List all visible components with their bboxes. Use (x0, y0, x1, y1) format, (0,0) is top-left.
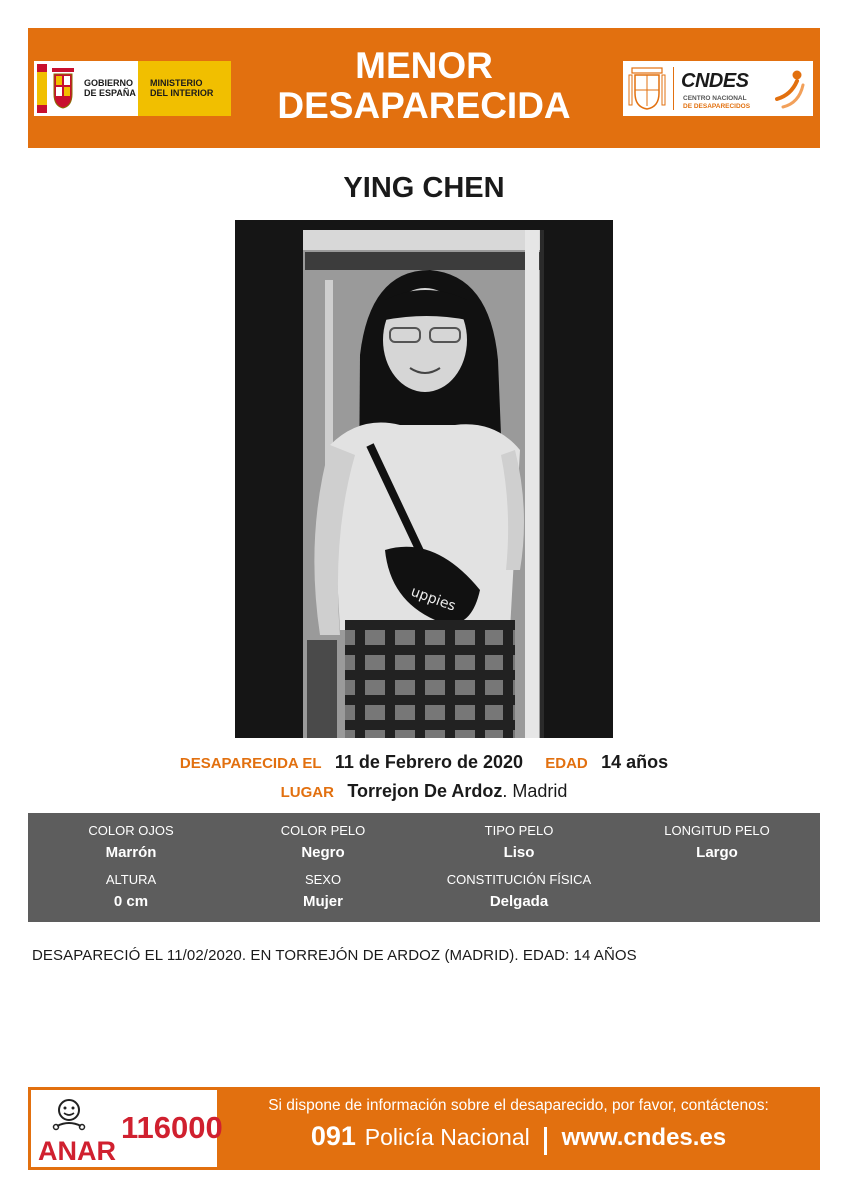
case-description: DESAPARECIÓ EL 11/02/2020. EN TORREJÓN DE ARDOZ (MADRID). EDAD: 14 AÑOS (32, 947, 637, 964)
place-details (0, 781, 848, 802)
missing-person-photo (235, 220, 613, 738)
anar-logo (31, 1090, 223, 1167)
coat-of-arms-outline-icon (628, 66, 666, 111)
disappearance-details (0, 752, 848, 773)
cndes-subtitle-2: DE DESAPARECIDOS (683, 103, 751, 110)
char-build: CONSTITUCIÓN FÍSICA Delgada (446, 872, 592, 910)
smiley-face-icon (51, 1096, 91, 1136)
disappeared-label: DESAPARECIDA EL (179, 755, 322, 772)
age-value: 14 años (601, 752, 669, 772)
age-label: EDAD (545, 755, 588, 772)
anar-phone-number: 116000 (121, 1110, 223, 1145)
anar-name: ANAR (38, 1136, 116, 1166)
police-name: Policía Nacional (364, 1124, 530, 1150)
running-figure-icon (773, 69, 807, 109)
contact-instructions: Si dispone de información sobre el desaparecido, por favor, contáctenos: (268, 1097, 769, 1114)
website-link[interactable]: www.cndes.es (561, 1124, 727, 1151)
police-phone-number: 091 (310, 1121, 356, 1151)
missing-person-name: YING CHEN (343, 172, 505, 204)
coat-of-arms-icon (50, 66, 76, 110)
cndes-subtitle-1: CENTRO NACIONAL (683, 95, 747, 102)
char-hair-type: TIPO PELO Liso (484, 823, 554, 861)
government-label: GOBIERNO DE ESPAÑA (84, 78, 136, 98)
poster-title: MENOR DESAPARECIDA (277, 45, 571, 126)
char-height: ALTURA 0 cm (105, 872, 157, 910)
char-hair-length: LONGITUD PELO Largo (664, 823, 770, 861)
place-town: Torrejon De Ardoz (347, 781, 503, 801)
cndes-name: CNDES (681, 70, 749, 92)
char-hair-color: COLOR PELO Negro (280, 823, 366, 861)
ministry-label: MINISTERIO DEL INTERIOR (150, 78, 214, 98)
place-label: LUGAR (280, 784, 334, 801)
place-region: . Madrid (502, 781, 568, 801)
char-sex: SEXO Mujer (302, 872, 343, 910)
government-logo (34, 61, 231, 116)
cndes-logo (623, 61, 813, 116)
spain-flag-icon (37, 64, 47, 113)
contact-line (217, 1121, 820, 1155)
char-eye-color: COLOR OJOS Marrón (88, 823, 174, 861)
divider (544, 1127, 547, 1155)
characteristics-panel (28, 813, 820, 922)
svg-text:uppies: uppies (408, 583, 458, 615)
disappeared-date: 11 de Febrero de 2020 (334, 752, 523, 772)
